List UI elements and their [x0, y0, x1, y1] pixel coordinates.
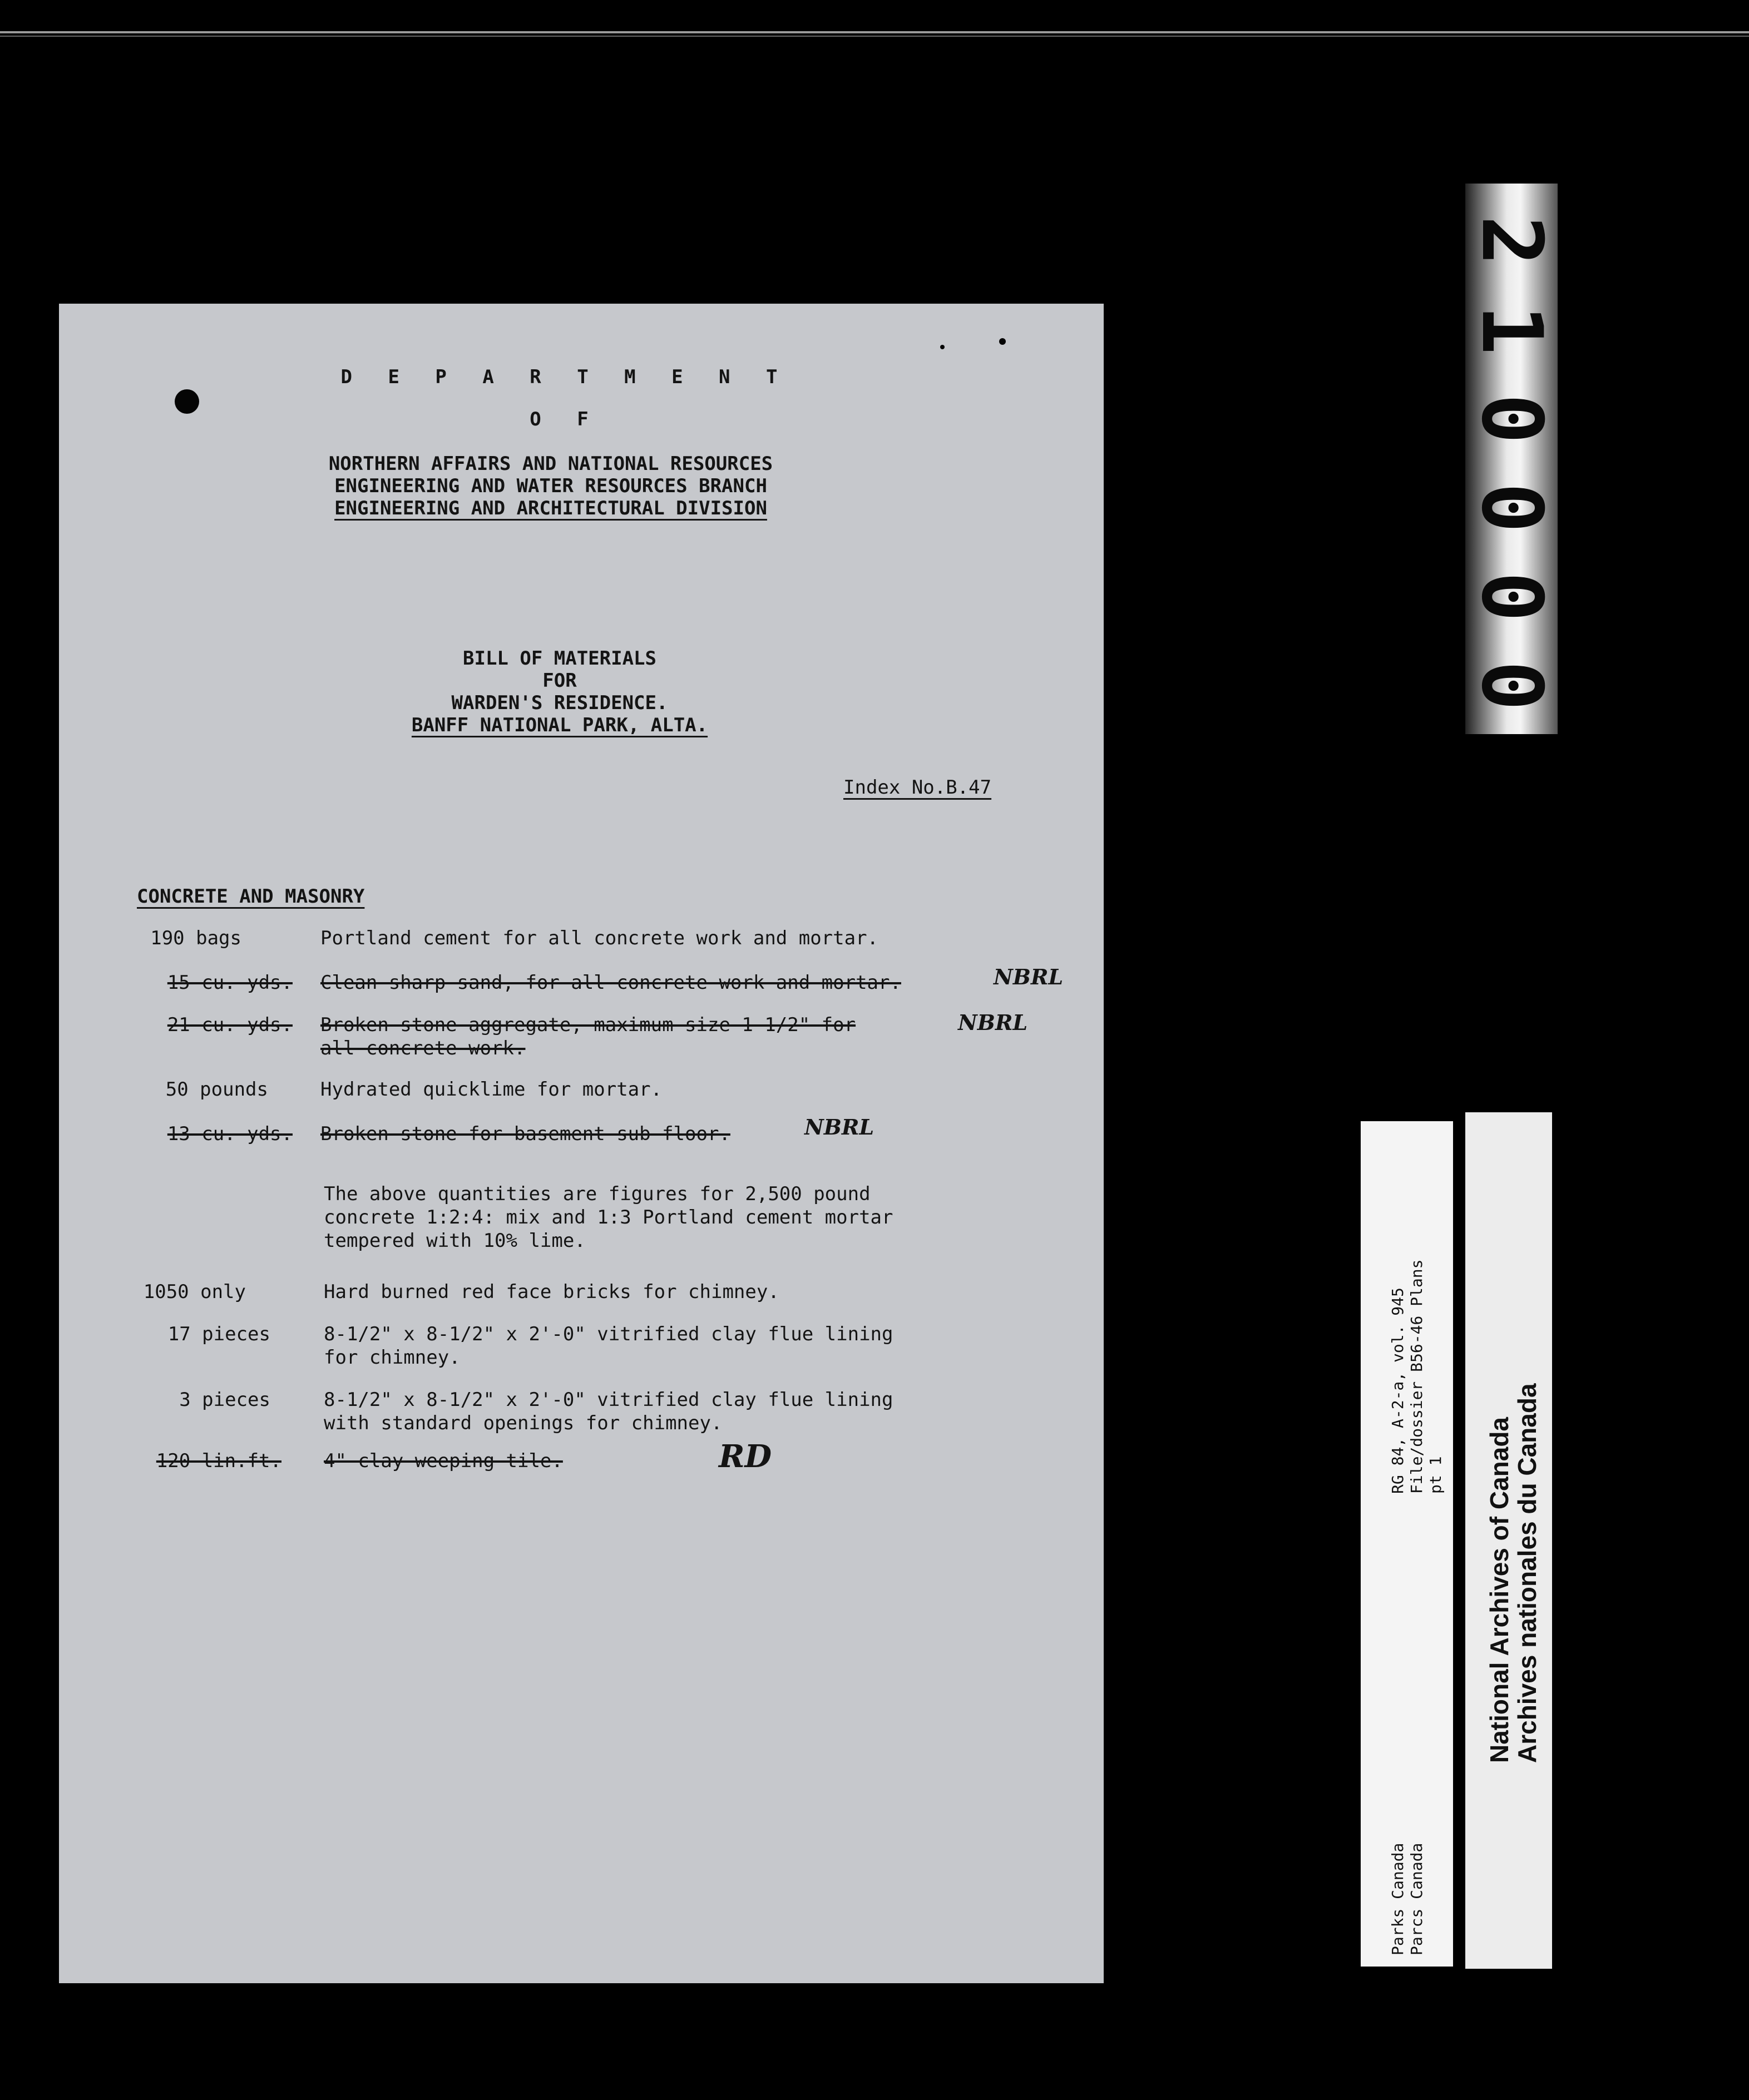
section-heading: CONCRETE AND MASONRY	[137, 885, 365, 908]
archive-reference-label	[1361, 1121, 1453, 1967]
frame-digit: 0	[1463, 571, 1560, 622]
item-quantity: 13 cu. yds.	[167, 1123, 293, 1145]
frame-digit: 0	[1463, 660, 1560, 711]
film-top-line	[0, 31, 1749, 33]
title-bill: BILL OF MATERIALS	[463, 647, 656, 670]
frame-digit: 0	[1463, 482, 1560, 533]
item-quantity: 120 lin.ft.	[156, 1450, 281, 1472]
archive-org-line: Parcs Canada	[1407, 1843, 1426, 1955]
archives-name-line: Archives nationales du Canada	[1513, 1383, 1542, 1763]
header-branch: ENGINEERING AND WATER RESOURCES BRANCH	[334, 475, 767, 497]
handwritten-initials: NBRL	[804, 1115, 874, 1140]
header-ministry: NORTHERN AFFAIRS AND NATIONAL RESOURCES	[328, 453, 773, 475]
index-number: Index No.B.47	[843, 776, 992, 799]
speck	[999, 338, 1006, 345]
item-description: Hydrated quicklime for mortar.	[320, 1078, 663, 1101]
item-description: Broken stone for basement sub-floor.	[320, 1123, 730, 1145]
archive-reference-line: RG 84, A-2-a, vol. 945	[1389, 1287, 1407, 1494]
frame-number-strip	[1465, 184, 1558, 734]
document-page	[59, 304, 1104, 1983]
item-description: 8-1/2" x 8-1/2" x 2'-0" vitrified clay flue lining with standard openings for chimney.	[324, 1389, 893, 1434]
header-of: O F	[530, 408, 601, 430]
title-park: BANFF NATIONAL PARK, ALTA.	[411, 714, 708, 736]
item-quantity: 190 bags	[150, 927, 241, 949]
item-quantity: 50 pounds	[165, 1078, 268, 1101]
header-division: ENGINEERING AND ARCHITECTURAL DIVISION	[334, 497, 767, 519]
item-quantity: 21 cu. yds.	[167, 1014, 293, 1036]
note-text: The above quantities are figures for 2,500 pound concrete 1:2:4: mix and 1:3 Portland cement mortar tempered with 10% lime.	[324, 1183, 893, 1252]
national-archives-label	[1465, 1112, 1552, 1969]
archive-reference-line: pt 1	[1426, 1456, 1445, 1494]
item-quantity: 17 pieces	[167, 1323, 270, 1345]
film-top-line-2	[0, 36, 1749, 37]
item-description: Portland cement for all concrete work and mortar.	[320, 927, 879, 949]
handwritten-initials: RD	[719, 1438, 772, 1475]
item-description: Broken stone aggregate, maximum size 1-1/2" for all concrete work.	[320, 1014, 856, 1059]
handwritten-initials: NBRL	[994, 964, 1064, 989]
frame-digit: 2	[1463, 215, 1560, 266]
frame-digit: 0	[1463, 393, 1560, 444]
item-description: 4" clay weeping tile.	[324, 1450, 563, 1472]
handwritten-initials: NBRL	[958, 1010, 1028, 1035]
item-quantity: 15 cu. yds.	[167, 972, 293, 994]
archives-name-line: National Archives of Canada	[1485, 1416, 1514, 1763]
item-quantity: 3 pieces	[179, 1389, 270, 1411]
speck	[940, 345, 945, 349]
archive-reference-line: File/dossier B56-46 Plans	[1407, 1259, 1426, 1494]
punch-hole	[175, 389, 199, 414]
item-description: Clean sharp sand, for all concrete work and mortar.	[320, 972, 901, 994]
item-description: Hard burned red face bricks for chimney.	[324, 1281, 779, 1303]
title-for: FOR	[542, 670, 577, 692]
title-residence: WARDEN'S RESIDENCE.	[451, 692, 668, 714]
archive-org-line: Parks Canada	[1389, 1843, 1407, 1955]
item-quantity: 1050 only	[143, 1281, 246, 1303]
frame-digit: 1	[1463, 304, 1560, 355]
item-description: 8-1/2" x 8-1/2" x 2'-0" vitrified clay flue lining for chimney.	[324, 1323, 893, 1369]
header-department: D E P A R T M E N T	[340, 366, 790, 388]
